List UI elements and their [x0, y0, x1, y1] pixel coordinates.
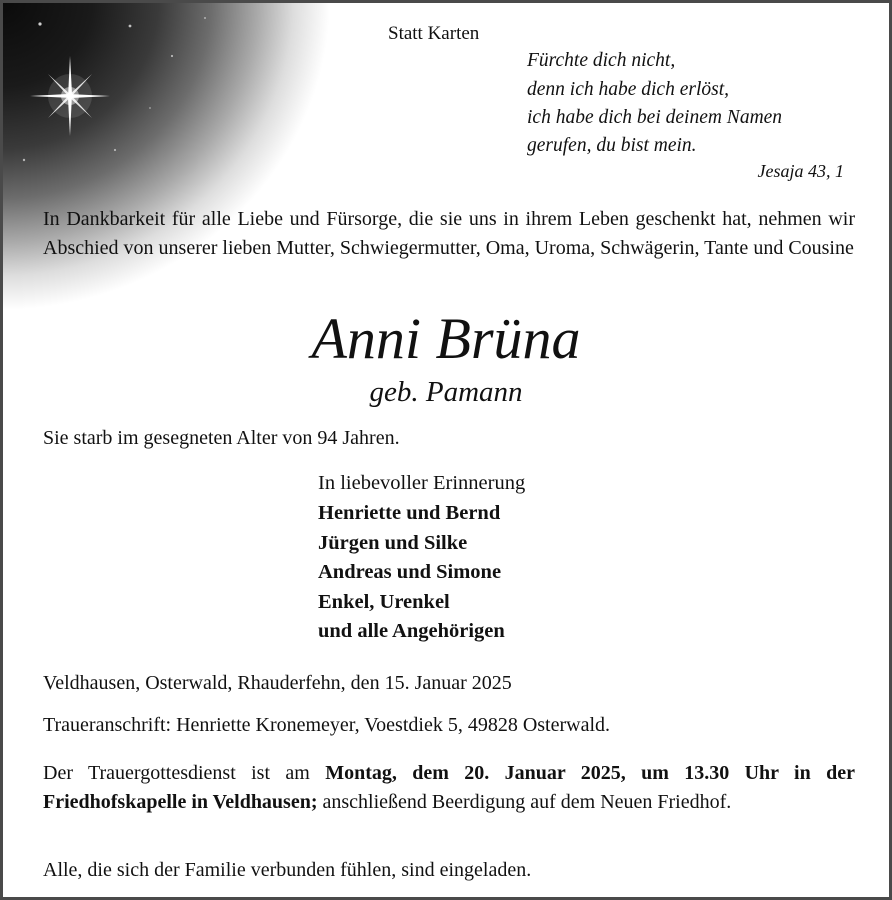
family-intro: In liebevoller Erinnerung: [318, 472, 526, 494]
mourning-address: Traueranschrift: Henriette Kronemeyer, Voestdiek 5, 49828 Osterwald.: [43, 714, 611, 736]
service-text: Der Trauergottesdienst ist am: [43, 762, 326, 784]
invitation-line: Alle, die sich der Familie verbunden fühlen, sind eingeladen.: [43, 859, 532, 881]
verse-line: gerufen, du bist mein.: [527, 135, 697, 156]
verse-line: Fürchte dich nicht,: [527, 50, 676, 71]
family-member: Andreas und Simone: [318, 561, 502, 583]
star-icon: [0, 0, 360, 330]
verse-line: ich habe dich bei deinem Namen: [527, 107, 783, 128]
statt-karten-label: Statt Karten: [388, 23, 480, 44]
service-date-location: Montag, dem 20. Januar 2025, um 13.30 Uhr in der Friedhofskapelle in Veldhausen;: [43, 762, 855, 813]
night-sky-graphic: [0, 0, 360, 330]
service-text-end: anschließend Beerdigung auf dem Neuen Friedhof.: [317, 791, 732, 813]
place-date: Veldhausen, Osterwald, Rhauderfehn, den 15. Januar 2025: [43, 672, 512, 694]
family-member: und alle Angehörigen: [318, 620, 505, 642]
age-line: Sie starb im gesegneten Alter von 94 Jahren.: [43, 427, 400, 449]
verse-line: denn ich habe dich erlöst,: [527, 79, 729, 100]
deceased-name: Anni Brüna: [311, 306, 581, 371]
birth-name: geb. Pamann: [369, 376, 523, 408]
verse-reference: Jesaja 43, 1: [757, 161, 844, 181]
family-member: Jürgen und Silke: [318, 532, 468, 554]
intro-paragraph: In Dankbarkeit für alle Liebe und Fürsorge, die sie uns in ihrem Leben geschenkt hat, nehmen wir Abschied von unserer lieben Mutter, Schwiegermutter, Oma, Uroma, Schwägerin, Tante und Cousine: [43, 208, 855, 259]
family-member: Enkel, Urenkel: [318, 591, 450, 613]
funeral-service-paragraph: [43, 759, 855, 817]
family-member: Henriette und Bernd: [318, 502, 501, 524]
